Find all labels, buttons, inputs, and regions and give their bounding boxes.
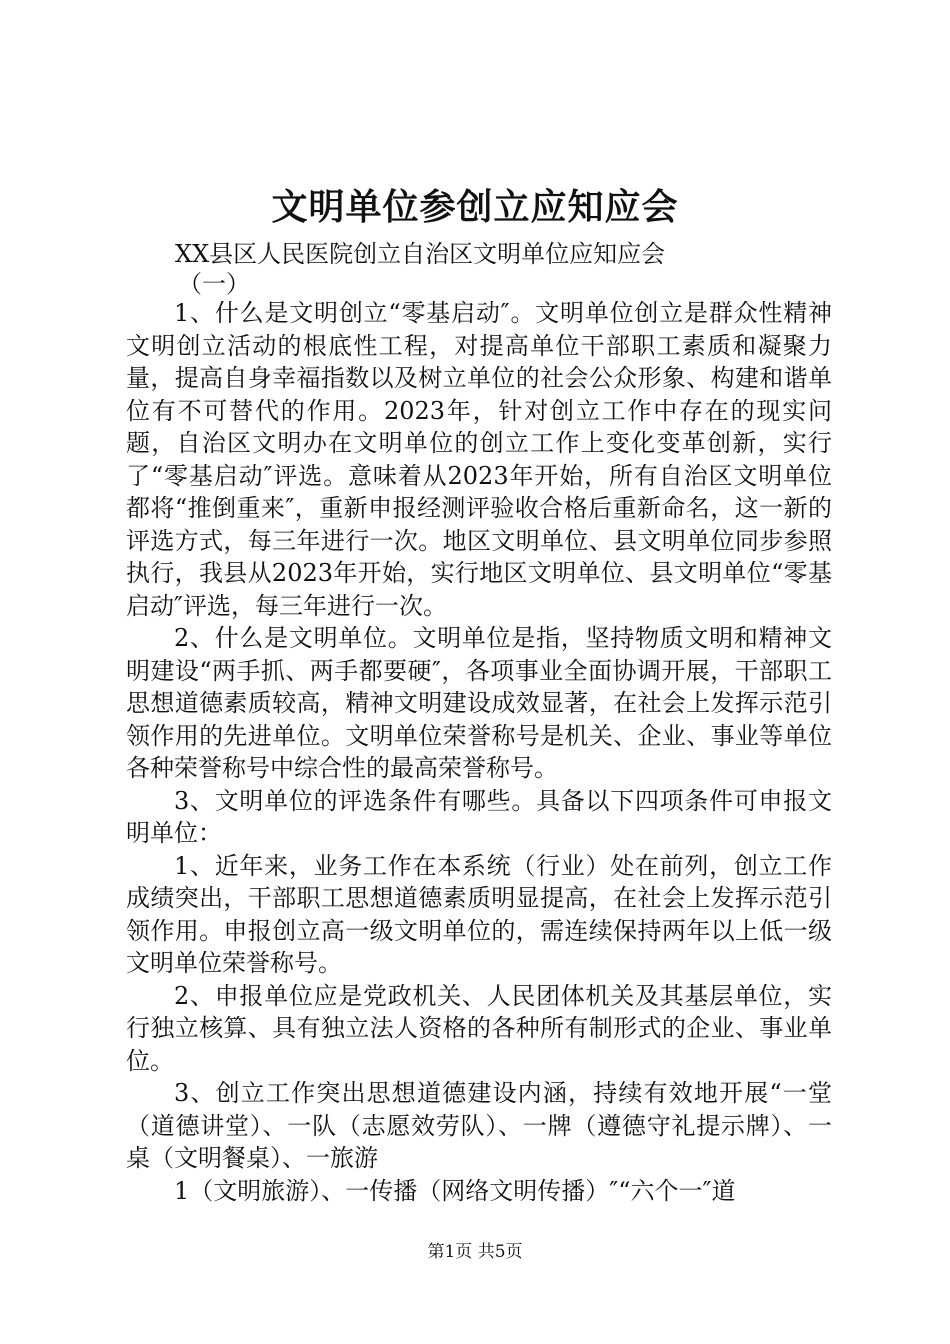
paragraph: 1、近年来，业务工作在本系统（行业）处在前列，创立工作成绩突出，干部职工思想道德素质明显提高，在社会上发挥示范引领作用。申报创立高一级文明单位的，需连续保持两年以上低一级文明单位荣誉称号。 <box>126 851 832 977</box>
paragraph: 3、创立工作突出思想道德建设内涵，持续有效地开展“一堂（道德讲堂）、一队（志愿效劳队）、一牌（遵德守礼提示牌）、一桌（文明餐桌）、一旅游 <box>126 1079 832 1172</box>
document-title: 文明单位参创立应知应会 <box>271 186 679 228</box>
section-label: （一） <box>178 270 250 298</box>
paragraph: 2、申报单位应是党政机关、人民团体机关及其基层单位，实行独立核算、具有独立法人资格的各种所有制形式的企业、事业单位。 <box>126 981 832 1075</box>
document-body <box>126 297 832 1207</box>
page-indicator: 第1页 共5页 <box>427 1242 523 1262</box>
document-subtitle: XX县区人民医院创立自治区文明单位应知应会 <box>175 240 666 268</box>
paragraph: 2、什么是文明单位。文明单位是指，坚持物质文明和精神文明建设“两手抓、两手都要硬″，各项事业全面协调开展，干部职工思想道德素质较高，精神文明建设成效显著，在社会上发挥示范引领作用的先进单位。文明单位荣誉称号是机关、企业、事业等单位各种荣誉称号中综合性的最高荣誉称号。 <box>126 624 832 782</box>
paragraph: 1（文明旅游）、一传播（网络文明传播）″“六个一″道 <box>174 1176 736 1205</box>
paragraph: 3、文明单位的评选条件有哪些。具备以下四项条件可申报文明单位： <box>126 786 832 847</box>
paragraph: 1、什么是文明创立“零基启动″。文明单位创立是群众性精神文明创立活动的根底性工程，对提高单位干部职工素质和凝聚力量，提高自身幸福指数以及树立单位的社会公众形象、构建和谐单位有不可替代的作用。2023年，针对创立工作中存在的现实问题，自治区文明办在文明单位的创立工作上变化变革创新，实行了“零基启动″评选。意味着从2023年开始，所有自治区文明单位都将“推倒重来″，重新申报经测评验收合格后重新命名，这一新的评选方式，每三年进行一次。地区文明单位、县文明单位同步参照执行，我县从2023年开始，实行地区文明单位、县文明单位“零基启动″评选，每三年进行一次。 <box>126 299 832 620</box>
